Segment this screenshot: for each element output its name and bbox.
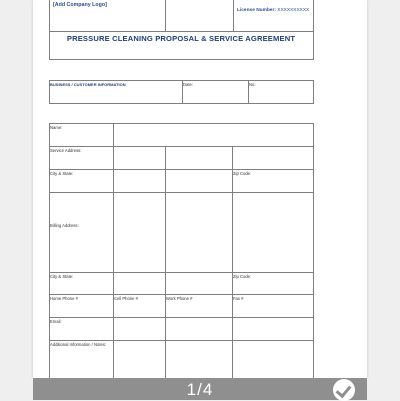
work-phone-label: Work Phone # xyxy=(166,296,193,301)
name-field[interactable] xyxy=(113,123,314,147)
license-label: License Number: xyxy=(237,8,276,13)
viewer-toolbar xyxy=(33,378,367,400)
billing-city-state-field-1[interactable] xyxy=(113,272,166,295)
header-middle-cell xyxy=(165,0,234,32)
service-address-label: Service Address: xyxy=(50,148,82,153)
page-indicator: 1/4 xyxy=(186,380,214,399)
city-state-label: City & State: xyxy=(50,171,74,176)
fax-label: Fax # xyxy=(233,296,244,301)
number-label: No: xyxy=(249,82,256,87)
license-value: XXXXXXXXXX xyxy=(277,8,310,13)
billing-address-field-3[interactable] xyxy=(232,192,314,273)
date-label: Date: xyxy=(183,82,194,87)
billing-address-field-1[interactable] xyxy=(113,192,166,273)
check-circle-icon[interactable] xyxy=(333,379,355,401)
email-field-2[interactable] xyxy=(165,317,233,341)
city-state-field-1[interactable] xyxy=(113,169,166,193)
email-field-3[interactable] xyxy=(232,317,314,341)
notes-field-1[interactable] xyxy=(113,340,166,380)
additional-notes-label: Additional Information / Notes: xyxy=(50,342,107,347)
billing-address-label: Billing Address: xyxy=(50,223,79,228)
document-title: PRESSURE CLEANING PROPOSAL & SERVICE AGREEMENT xyxy=(66,34,296,43)
header-license-cell xyxy=(233,0,314,32)
billing-city-state-field-2[interactable] xyxy=(165,272,233,295)
city-state-field-2[interactable] xyxy=(165,169,233,193)
notes-field-2[interactable] xyxy=(165,340,233,380)
name-label: Name: xyxy=(50,125,63,130)
billing-city-state-label: City & State: xyxy=(50,274,74,279)
email-label: Email: xyxy=(50,319,62,324)
zip-code-label: Zip Code: xyxy=(233,171,252,176)
cell-phone-label: Cell Phone # xyxy=(114,296,138,301)
fax-field[interactable] xyxy=(232,294,314,318)
home-phone-label: Home Phone # xyxy=(50,296,78,301)
service-address-field-3[interactable] xyxy=(232,146,314,170)
company-logo-placeholder: [Add Company Logo] xyxy=(53,2,107,8)
billing-address-label-cell xyxy=(49,192,114,273)
license-number xyxy=(237,8,309,13)
business-info-heading: BUSINESS / CUSTOMER INFORMATION xyxy=(50,82,126,87)
service-address-field-2[interactable] xyxy=(165,146,233,170)
service-address-field-1[interactable] xyxy=(113,146,166,170)
notes-field-3[interactable] xyxy=(232,340,314,380)
billing-zip-code-label: Zip Code: xyxy=(233,274,252,279)
billing-address-field-2[interactable] xyxy=(165,192,233,273)
number-cell[interactable] xyxy=(248,80,314,104)
email-field-1[interactable] xyxy=(113,317,166,341)
